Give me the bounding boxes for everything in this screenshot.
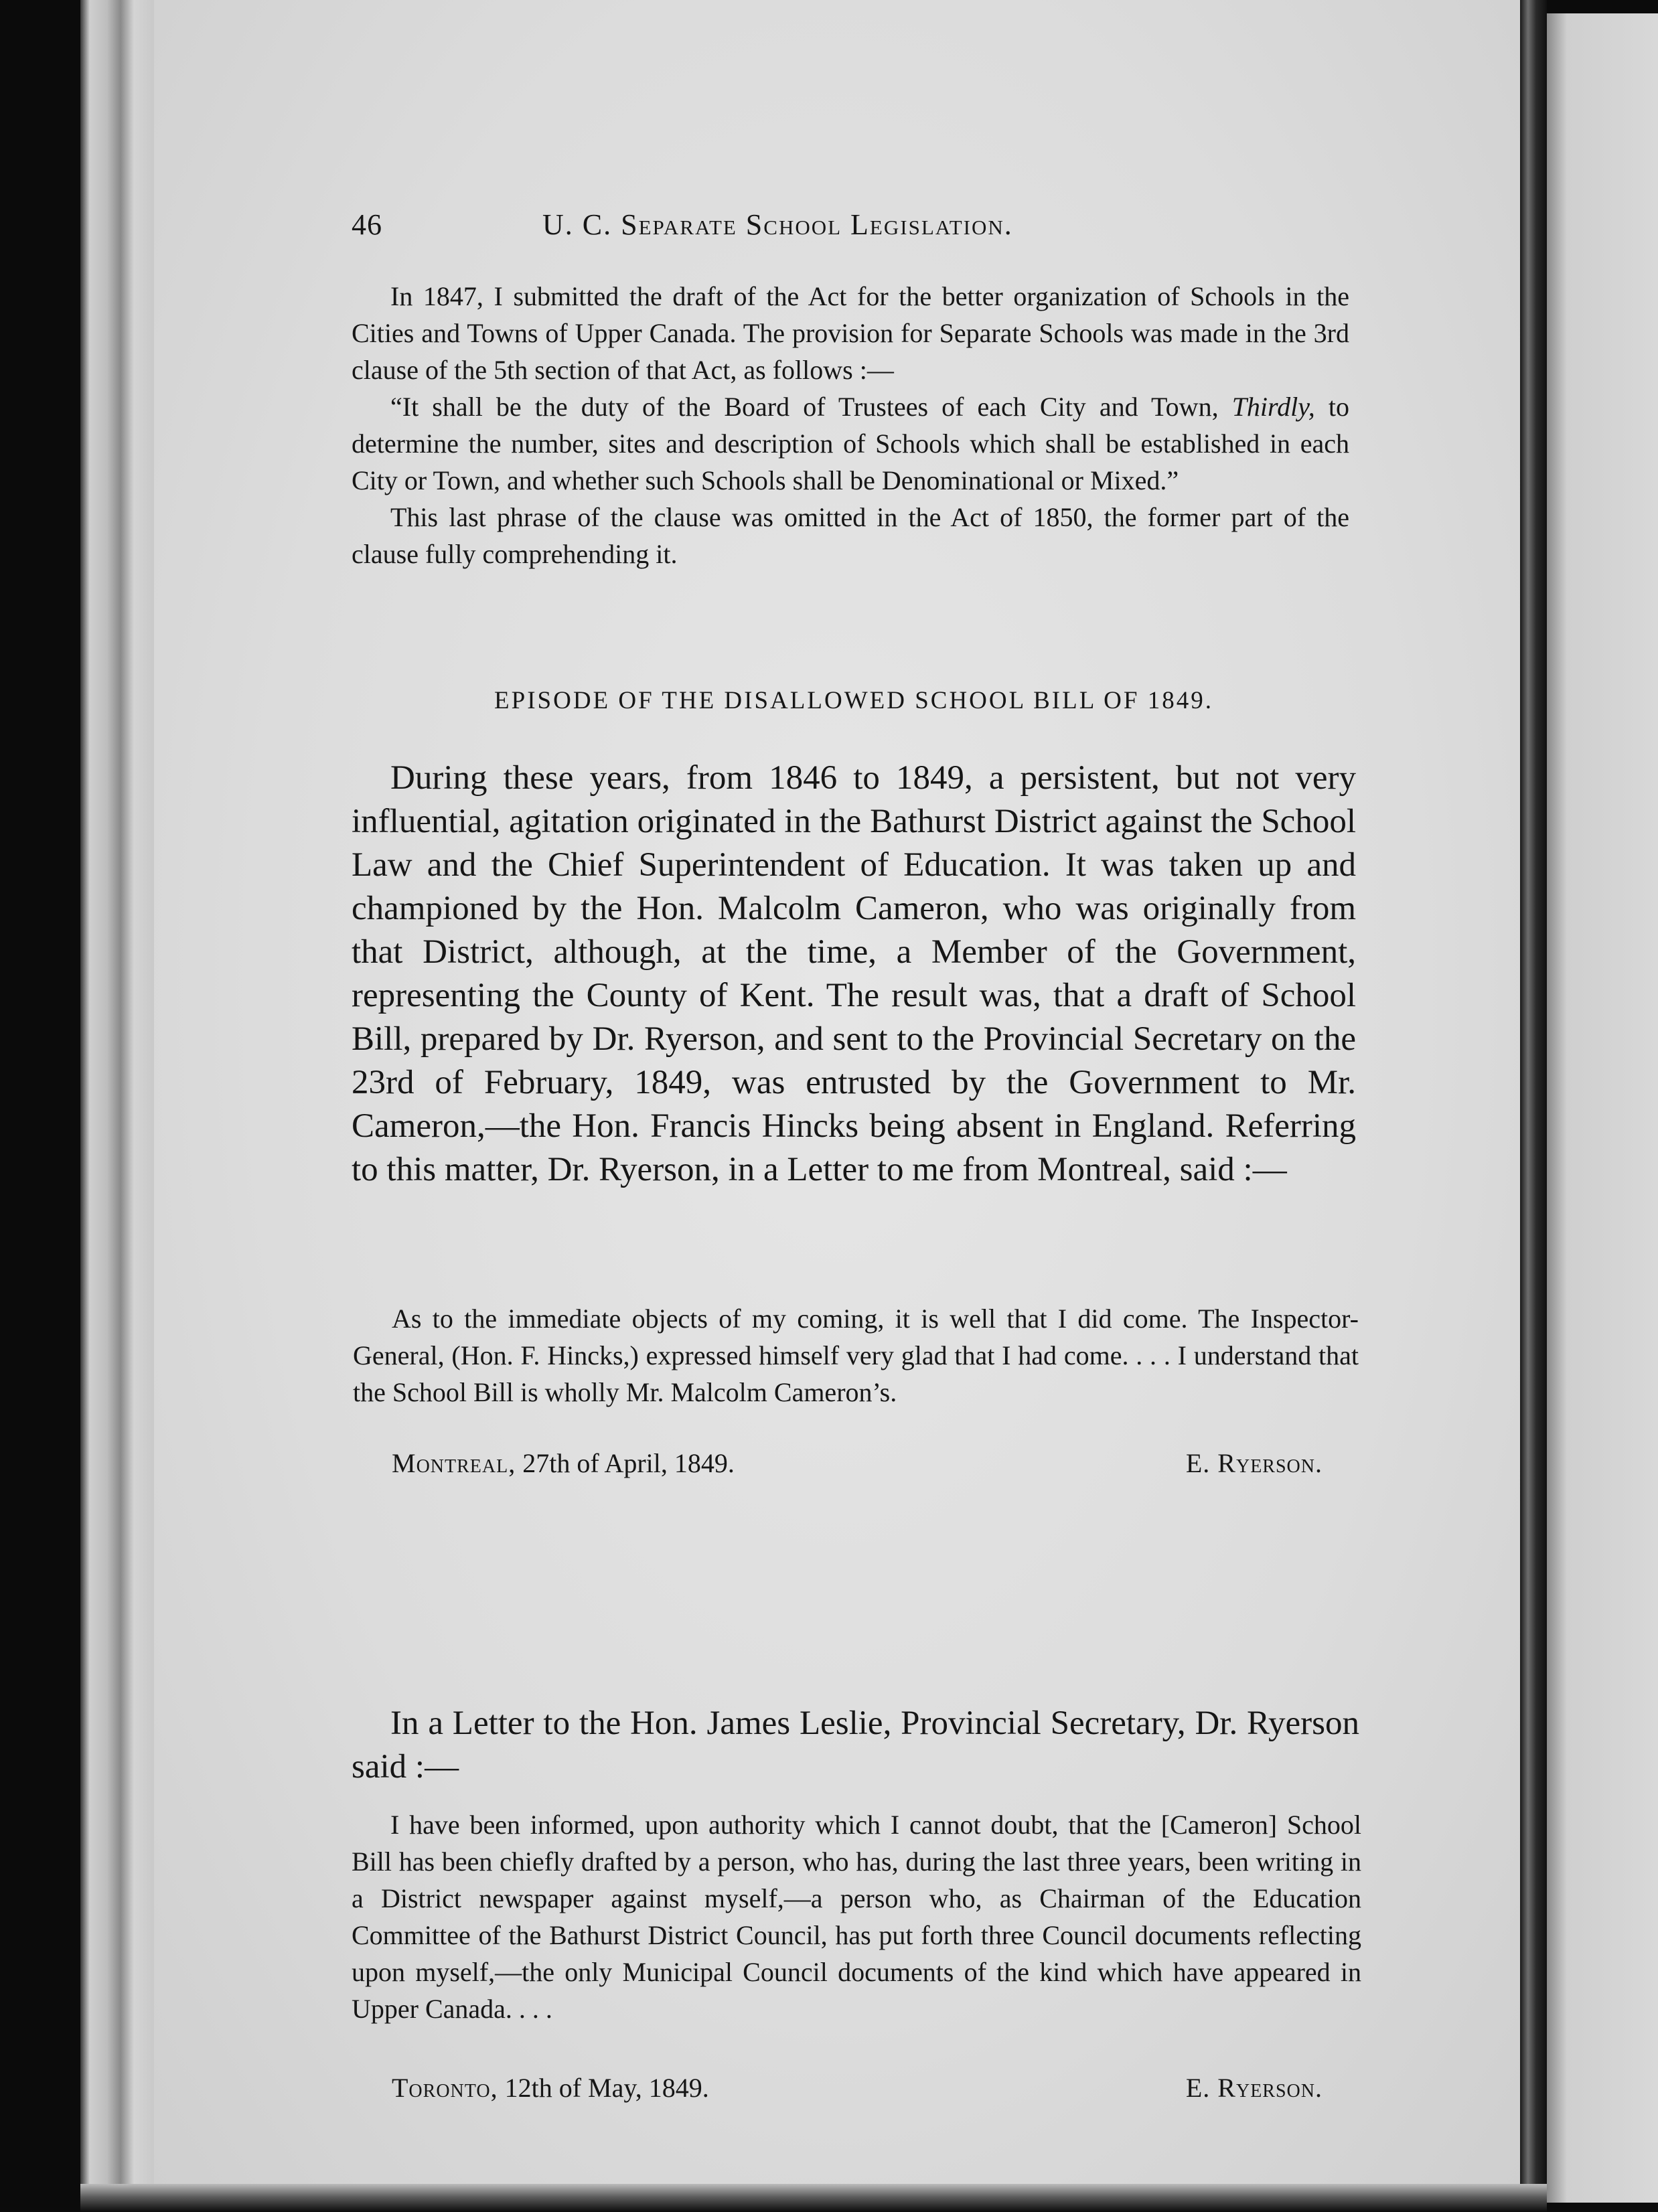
section-heading: EPISODE OF THE DISALLOWED SCHOOL BILL OF 1849.: [494, 687, 1213, 714]
page-title: U. C. Separate School Legislation.: [542, 208, 1013, 241]
book-gutter: [1520, 0, 1547, 2212]
italic-word: Thirdly,: [1231, 392, 1315, 422]
paragraph: In a Letter to the Hon. James Leslie, Provincial Secretary, Dr. Ryerson said :—: [352, 1705, 1359, 1786]
date: 27th of April, 1849.: [522, 1448, 735, 1478]
paragraph: During these years, from 1846 to 1849, a persistent, but not very influential, agitation originated in the Bathurst District against the School Law and the Chief Superintendent of Education. It was taken up and championed by the Hon. Malcolm Cameron, who was originally from that District, although, at the time, a Member of the Government, representing the County of Kent. The result was, that a draft of School Bill, prepared by Dr. Ryerson, and sent to the Provincial Secretary on the 23rd of February, 1849, was entrusted by the Government to Mr. Cameron,—the Hon. Francis Hincks being absent in England. Referring to this matter, Dr. Ryerson, in a Letter to me from Montreal, said :—: [352, 759, 1356, 1188]
letter-quote-2: [352, 1806, 1361, 2027]
paragraph: In 1847, I submitted the draft of the Act for the better organization of Schools in the Cities and Towns of Upper Canada. The provision for Separate Schools was made in the 3rd clause of the 5th section of that Act, as follows :—: [352, 281, 1349, 385]
book-left-edge: [80, 0, 154, 2212]
paragraph: This last phrase of the clause was omitted in the Act of 1850, the former part of the clause fully comprehending it.: [352, 502, 1349, 569]
signature-line-1: [392, 1447, 1323, 1481]
letter-intro: [352, 1702, 1359, 1789]
quote-text: “It shall be the duty of the Board of Trustees of each City and Town,: [390, 392, 1219, 422]
signature-line-2: [392, 2072, 1323, 2106]
date: 12th of May, 1849.: [504, 2073, 709, 2103]
place-name: Montreal,: [392, 1448, 516, 1478]
page-number: 46: [352, 208, 382, 241]
signature-place: [392, 1447, 735, 1479]
quote-text: to determine the number, sites and description of Schools which shall be established in each City or Town, and whether such Schools shall be Denominational or Mixed.”: [352, 392, 1350, 495]
quoted-clause: [352, 388, 1349, 499]
running-head: [352, 201, 1356, 254]
facing-page-edge: [1547, 13, 1658, 2203]
book-bottom-edge: [80, 2184, 1547, 2212]
letter-quote-1: [353, 1300, 1359, 1411]
main-paragraph: [352, 757, 1356, 1192]
signature-name: E. Ryerson.: [1185, 2073, 1323, 2103]
quote-text: I have been informed, upon authority which I cannot doubt, that the [Cameron] School Bill has been chiefly drafted by a person, who has, during the last three years, been writing in a District newspaper against myself,—a person who, as Chairman of the Education Committee of the Bathurst District Council, has put forth three Council documents reflecting upon myself,—the only Municipal Council documents of the kind which have appeared in Upper Canada. . . .: [352, 1810, 1361, 2024]
signature-name: E. Ryerson.: [1185, 1448, 1323, 1478]
signature-place: [392, 2072, 709, 2104]
intro-section: [352, 278, 1349, 572]
place-name: Toronto,: [392, 2073, 498, 2103]
quote-text: As to the immediate objects of my coming, it is well that I did come. The Inspector-General, (Hon. F. Hincks,) expressed himself very glad that I had come. . . . I understand that the School Bill is wholly Mr. Malcolm Cameron’s.: [353, 1304, 1359, 1407]
